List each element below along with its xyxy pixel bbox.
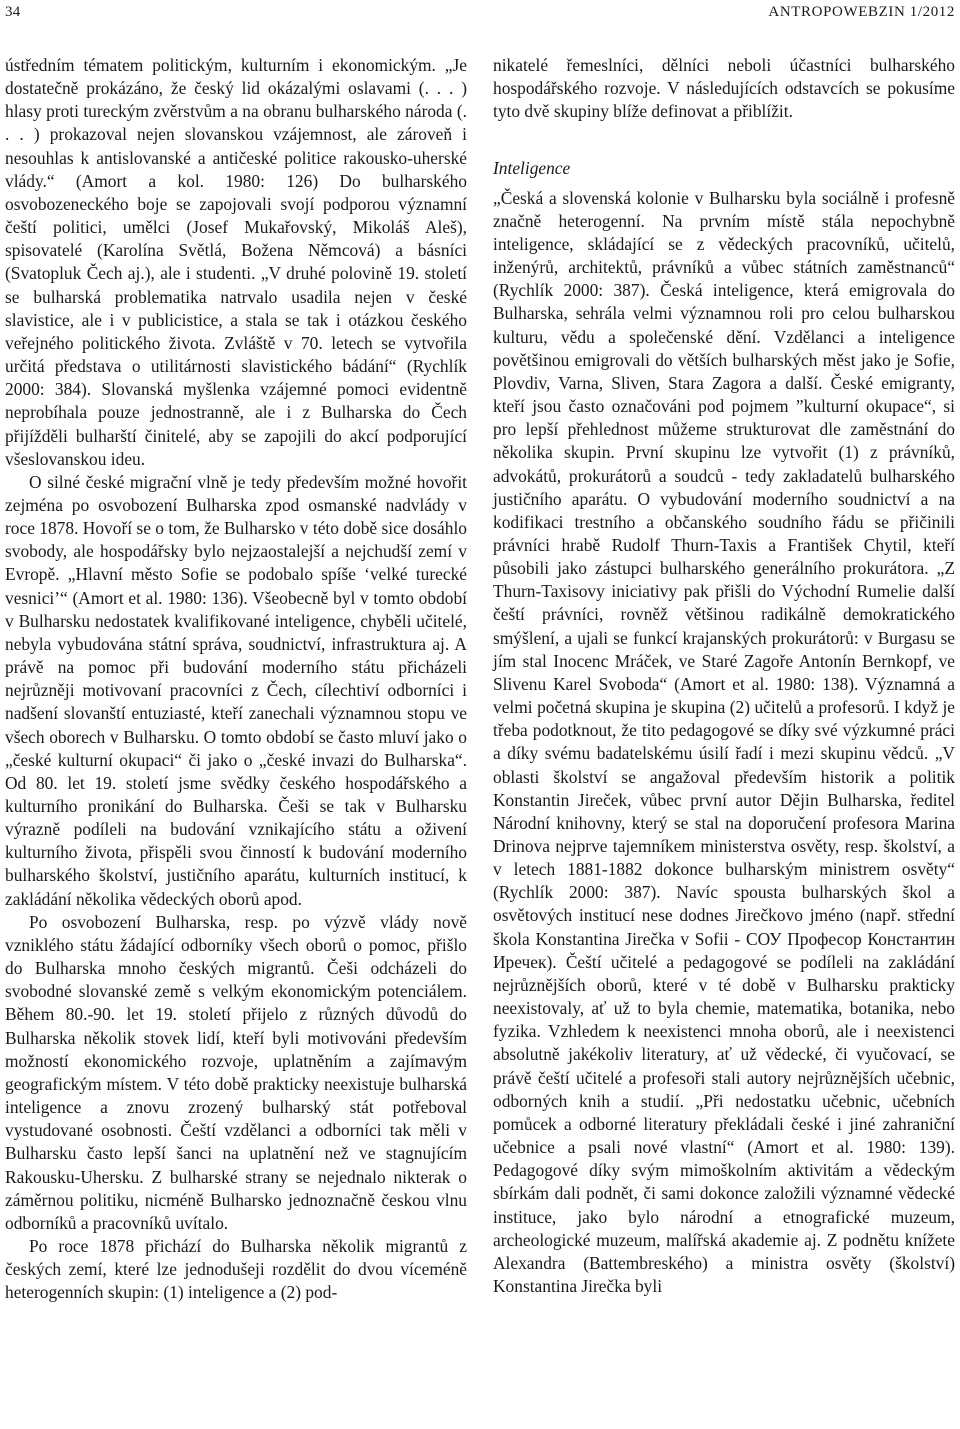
left-column bbox=[5, 54, 467, 1304]
paragraph: nikatelé řemeslníci, dělníci neboli účastníci bulharského hospodářského rozvoje. V následujících odstavcích se pokusíme tyto dvě skupiny blíže definovat a přiblížit. bbox=[493, 55, 955, 122]
right-column bbox=[493, 54, 955, 1304]
running-head bbox=[5, 0, 955, 34]
section-title: Inteligence bbox=[493, 158, 571, 179]
journal-title: ANTROPOWEBZIN 1/2012 bbox=[768, 4, 955, 20]
paragraph: Po osvobození Bulharska, resp. po výzvě vlády nově vzniklého státu žádající odborníky všech oborů o pomoc, přišlo do Bulharska mnoho českých migrantů. Češi odcházeli do svobodné slovanské země s velkým ekonomickým potenciálem. Během 80.-90. let 19. století přijelo z různých důvodů do Bulharska několik stovek lidí, kteří byli motivováni především možností ekonomického rozvoje, uplatněním a zajímavým geografickým místem. V této době prakticky neexistuje bulharská inteligence a znovu zrozený bulharský stát potřeboval vystudované osobnosti. Čeští vzdělanci a odborníci tak měli v Bulharsku často lepší šanci na uplatnění než ve stagnujícím Rakousku-Uhersku. Z bulharské strany se nejednalo nikterak o záměrnou politiku, nicméně Bulharsko jednoznačně českou vlnu odborníků a pracovníků uvítalo. bbox=[5, 911, 467, 1233]
paragraph: ústředním tématem politickým, kulturním i ekonomickým. „Je dostatečně prokázáno, že český lid okázalými oslavami (. . . ) hlasy proti tureckým zvěrstvům a na obranu bulharského národa (. . . ) prokazoval nejen slovanskou vzájemnost, ale zároveň i nesouhlas k antislovanské a antičeské politice rakousko-uherské vlády.“ (Amort a kol. 1980: 126) Do bulharského osvobozeneckého boje se zapojovali svojí podporou významní čeští politici, umělci (Josef Mukařovský, Mikoláš Aleš), spisovatelé (Karolína Světlá, Božena Němcová) a básníci (Svatopluk Čech aj.), ale i studenti. „V druhé polovině 19. století se bulharská problematika natrvalo usadila nejen v české slavistice, ale i v publicistice, a stala se tak i otázkou českého veřejného politického života. Zvláště v 70. letech se vytvořila určitá představa o utilitárnosti slavistického bádání“ (Rychlík 2000: 384). Slovanská myšlenka vzájemné pomoci evidentně neprobíhala pouze jednostranně, ale i z Bulharska do Čech přijížděli bulharští činitelé, aby se zapojili do akcí podporující všeslovanskou ideu. bbox=[5, 55, 467, 469]
page-number: 34 bbox=[5, 4, 21, 20]
paragraph: Po roce 1878 přichází do Bulharska několik migrantů z českých zemí, které lze jednodušeji rozdělit do dvou víceméně heterogenních skupin: (1) inteligence a (2) pod- bbox=[5, 1235, 467, 1303]
paragraph: „Česká a slovenská kolonie v Bulharsku byla sociálně i profesně značně heterogenní. Na prvním místě stála nepochybně inteligence, skládající se z vědeckých pracovníků, učitelů, inženýrů, architektů, právníků a vůbec státních zaměstnanců“ (Rychlík 2000: 387). Česká inteligence, která emigrovala do Bulharska, sehrála velmi významnou roli pro celou bulharskou kulturu, vědu a společenské dění. Vzdělanci a inteligence povětšinou emigrovali do větších bulharských měst jako je Sofie, Plovdiv, Varna, Sliven, Stara Zagora a další. České emigranty, kteří jsou často označováni pod pojmem ”kulturní okupace“, si pro lepší přehlednost můžeme strukturovat dle zaměstnání do několika skupin. První skupinu lze vytvořit (1) z právníků, advokátů, prokurátorů a soudců - tedy zakladatelů bulharského justičního aparátu. O vybudování moderního soudnictví a na kodifikaci trestního a občanského soudního řádu se přičinili právníci hrabě Rudolf Thurn-Taxis a František Chytil, kteří působili jako zástupci bulharského generálního prokurátora. „Z Thurn-Taxisovy iniciativy pak přišli do Východní Rumelie další čeští právníci, rovněž většinou radikálně demokratického smýšlení, a ujali se funkcí krajanských prokurátorů: v Burgasu se jím stal Inocenc Mráček, ve Staré Zagoře Antonín Bernkopf, ve Slivenu Karel Svoboda“ (Amort et al. 1980: 138). Významná a velmi početná skupina je skupina (2) učitelů a profesorů. I když je třeba podotknout, že tito pedagogové se díky své výzkumné práci a díky svému badatelskému úsilí řadí i mezi skupinu vědců. „V oblasti školství se angažoval především historik a politik Konstantin Jireček, vůbec první autor Dějin Bulharska, ředitel Národní knihovny, který se stal na doporučení profesora Marina Drinova nejprve tajemníkem ministerstva osvěty, resp. školství, a v letech 1881-1882 dokonce bulharským ministrem osvěty“ (Rychlík 2000: 387). Navíc spousta bulharských škol a osvětových institucí nese dodnes Jirečkovo jméno (např. střední škola Konstantina Jirečka v Sofii - СОУ Професор Константин Иречек). Čeští učitelé a pedagogové se podíleli na zakládání nejrůznějších oborů, které v té době v Bulharsku prakticky neexistovaly, ať už to byla chemie, matematika, botanika, nebo fyzika. Vzhledem k neexistenci mnoha oborů, ale i neexistenci absolutně jakékoliv literatury, ať už vědecké, či vyučovací, se právě čeští učitelé a profesoři stali autory nejrůznějších učebnic, odborných knih a studií. „Při nedostatku učebnic, učebních pomůcek a odborné literatury překládali české i jiné zahraniční učebnice a psali nové vlastní“ (Amort et al. 1980: 139). Pedagogové díky svým mimoškolním aktivitám a vědeckým sbírkám dali podnět, či sami dokonce založili významné vědecké instituce, jako bylo národní a etnografické muzeum, archeologické muzeum, malířská akademie aj. Z podnětu knížete Alexandra (Battembreského) a ministra osvěty (školství) Konstantina Jirečka byli bbox=[493, 187, 955, 1296]
text-columns bbox=[5, 54, 955, 1304]
paragraph: O silné české migrační vlně je tedy především možné hovořit zejména po osvobození Bulharska zpod osmanské nadvlády v roce 1878. Hovoří se o tom, že Bulharsko v této době sice dosáhlo svobody, ale hospodářsky bylo nejzaostalejší a nejchudší zemí v Evropě. „Hlavní město Sofie se podobalo spíše ‘velké turecké vesnici’“ (Amort et al. 1980: 136). Všeobecně byl v tomto období v Bulharsku nedostatek kvalifikované inteligence, chyběli učitelé, nebyla vybudována státní správa, soudnictví, infrastruktura aj. A právě na pomoc při budování moderního státu přicházeli nejrůzněji motivovaní pracovníci z Čech, cílechtiví odborníci i nadšení slovanští entuziasté, kteří zanechali významnou stopu ve všech oborech v Bulharsku. O tomto období se často mluví jako o „české kulturní okupaci“ či jako o „české invazi do Bulharska“. Od 80. let 19. století jsme svědky českého hospodářského a kulturního pronikání do Bulharska. Češi se tak v Bulharsku výrazně podíleli na budování vznikajícího státu a oživení kulturního života, přispěli svou činností k budování moderního bulharského školství, justičního aparátu, kulturních institucí, k zakládání několika vědeckých oborů apod. bbox=[5, 471, 467, 909]
